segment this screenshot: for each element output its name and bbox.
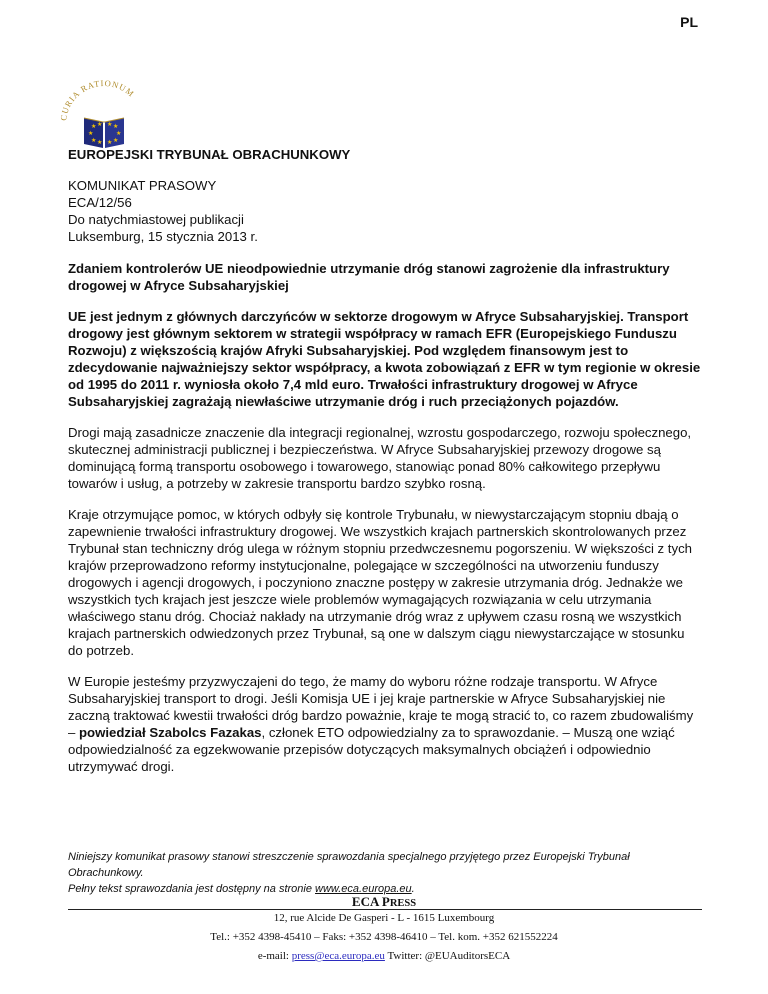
press-contact: e-mail: press@eca.europa.eu Twitter: @EUAuditorsECA	[257, 950, 511, 962]
quote-text: W Europie jesteśmy przyzwyczajeni do tego, że mamy do wyboru różne rodzaje transportu. W Afryce Subsaharyjskiej transport to drogi. Jeśli Komisja UE i jej kraje partnerskie w Afryce Subsaharyjskiej nie zaczną traktować kwestii trwałości dróg bardzo poważnie, kraje te mogą stracić to, co razem zbudowaliśmy –	[68, 674, 694, 740]
logo-emblem	[84, 118, 124, 148]
press-release-body	[68, 146, 702, 789]
press-office-title: ECA PRESS	[351, 894, 417, 909]
quote-text-end: , członek ETO odpowiedzialny za to sprawozdanie. – Muszą one wziąć odpowiedzialność za egzekwowanie przepisów dotyczących maksymalnych obciążeń i odpowiednio utrzymywać drogi.	[68, 725, 675, 774]
svg-text:★: ★	[113, 123, 119, 130]
svg-text:★: ★	[88, 130, 94, 137]
svg-text:★: ★	[107, 121, 113, 128]
quote-paragraph	[68, 673, 702, 775]
headline: Zdaniem kontrolerów UE nieodpowiednie utrzymanie dróg stanowi zagrożenie dla infrastruktury drogowej w Afryce Subsaharyjskiej	[68, 261, 670, 293]
release-place-date: Luksemburg, 15 stycznia 2013 r.	[68, 229, 258, 244]
svg-text:★: ★	[91, 123, 97, 130]
logo-motto: CURIA RATIONUM	[58, 78, 137, 122]
svg-text:★: ★	[91, 137, 97, 144]
eca-website-link[interactable]: www.eca.europa.eu	[315, 883, 412, 895]
release-type: KOMUNIKAT PRASOWY	[68, 178, 217, 193]
body-paragraph: Kraje otrzymujące pomoc, w których odbyły się kontrole Trybunału, w niewystarczającym stopniu dbają o zapewnienie trwałości infrastruktury drogowej. We wszystkich krajach partnerskich skontrolowanych przez Trybunał stan techniczny dróg ulega w różnym stopniu przedwczesnemu pogorszeniu. W większości z tych krajów przeprowadzono reformy instytucjonalne, polegające w szczególności na utworzeniu funduszy drogowych i agencji drogowych, i poczyniono znaczne postępy w zakresie utrzymania dróg. Jednakże we wszystkich tych krajach jest jeszcze wiele problemów wymagających rozwiązania w celu utrzymania właściwego stanu dróg. Chociaż nakłady na utrzymanie dróg wraz z upływem czasu rosną we wszystkich krajach partnerskich odwiedzonych przez Trybunał, są one w dalszym ciągu niewystarczające w stosunku do potrzeb.	[68, 507, 692, 658]
svg-text:★: ★	[113, 137, 119, 144]
footnote-line: Pełny tekst sprawozdania jest dostępny na stronie www.eca.europa.eu.	[68, 883, 415, 895]
eca-logo	[56, 78, 152, 148]
divider	[68, 909, 702, 910]
organization-name: EUROPEJSKI TRYBUNAŁ OBRACHUNKOWY	[68, 147, 351, 162]
svg-text:★: ★	[97, 139, 103, 146]
release-embargo: Do natychmiastowej publikacji	[68, 212, 244, 227]
twitter-handle: Twitter: @EUAuditorsECA	[384, 950, 511, 962]
release-meta	[68, 177, 702, 245]
release-reference: ECA/12/56	[68, 195, 132, 210]
svg-text:★: ★	[107, 139, 113, 146]
press-phone: Tel.: +352 4398-45410 – Faks: +352 4398-46410 – Tel. kom. +352 621552224	[210, 931, 558, 943]
language-code: PL	[680, 14, 698, 30]
body-paragraph: Drogi mają zasadnicze znaczenie dla integracji regionalnej, wzrostu gospodarczego, rozwoju społecznego, skutecznej administracji publicznej i bezpieczeństwa. W Afryce Subsaharyjskiej przewozy drogowe są dominującą formą transportu osobowego i towarowego, stanowiąc ponad 80% całkowitego przepływu towarów i usług, a potrzeby w zakresie transportu bardzo szybko rosną.	[68, 425, 692, 491]
press-address: 12, rue Alcide De Gasperi - L - 1615 Luxembourg	[273, 912, 495, 924]
footnote	[68, 849, 708, 897]
footnote-line: Niniejszy komunikat prasowy stanowi streszczenie sprawozdania specjalnego przyjętego przez Europejski Trybunał Obrachunkowy.	[68, 851, 630, 879]
press-email-link[interactable]: press@eca.europa.eu	[291, 950, 385, 962]
svg-text:CURIA RATIONUM	[58, 78, 136, 121]
lead-paragraph: UE jest jednym z głównych darczyńców w sektorze drogowym w Afryce Subsaharyjskiej. Transport drogowy jest głównym sektorem w strategii współpracy w ramach EFR (Europejskiego Funduszu Rozwoju) z większością krajów Afryki Subsaharyjskiej. Pod względem finansowym jest to zdecydowanie najważniejszy sektor współpracy, a kwota zobowiązań z EFR w tym regionie w okresie od 1995 do 2011 r. wyniosła około 7,4 mld euro. Trwałości infrastruktury drogowej w Afryce Subsaharyjskiej zagrażają niewłaściwe utrzymanie dróg i ruch przeciążonych pojazdów.	[68, 309, 701, 409]
svg-text:★: ★	[116, 130, 122, 137]
quote-attribution: powiedział Szabolcs Fazakas	[79, 725, 262, 740]
svg-text:★: ★	[97, 121, 103, 128]
